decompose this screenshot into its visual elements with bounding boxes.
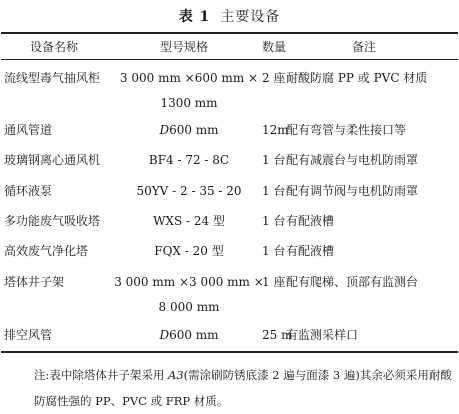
- table-title: 主要设备: [220, 9, 281, 25]
- row-4-model: 50YV - 2 - 35 - 20: [136, 184, 242, 198]
- row-7-name: 塔体井子架: [4, 275, 65, 289]
- row-1-qty: 2 座: [262, 71, 286, 85]
- footnote-a3: A3: [168, 368, 184, 382]
- header-name: 设备名称: [30, 40, 79, 54]
- footnote-part1: 注:表中除塔体井子架采用: [34, 368, 169, 382]
- row-4-name: 循环液泵: [4, 184, 53, 198]
- row-1-note: 耐酸防腐 PP 或 PVC 材质: [286, 71, 428, 85]
- row-3-note: 配有减震台与电机防雨罩: [286, 153, 419, 167]
- row-7-qty: 1 座: [262, 275, 286, 289]
- row-2-model-rest: 600 mm: [169, 123, 219, 137]
- row-5-name: 多功能废气吸收塔: [4, 214, 101, 228]
- row-2-qty: 12m: [262, 123, 289, 137]
- table-footnote: [34, 362, 454, 414]
- row-7-note: 配有爬梯、顶部有监测台: [286, 275, 419, 289]
- row-5-note: 有配液槽: [286, 214, 335, 228]
- header-qty: 数量: [262, 40, 287, 54]
- row-2-model: [116, 122, 262, 138]
- table-caption: [0, 6, 459, 26]
- row-8-note: 有监测采样口: [286, 328, 359, 342]
- footnote-part2: (需涂刷防锈底漆 2 遍与面漆 3 遍)其余必须采用耐酸防腐性强的 PP、PVC 或 FRP 材质。: [34, 368, 452, 408]
- row-6-note: 有配液槽: [286, 244, 335, 258]
- row-6-name: 高效废气净化塔: [4, 244, 89, 258]
- top-rule: [1, 32, 458, 34]
- row-8-model: [116, 327, 262, 343]
- row-2-note: 配有弯管与柔性接口等: [286, 123, 407, 137]
- bottom-rule: [1, 351, 458, 353]
- row-6-model: FQX - 20 型: [154, 244, 224, 258]
- header-note: 备注: [352, 40, 377, 54]
- row-8-model-rest: 600 mm: [169, 328, 219, 342]
- row-2-name: 通风管道: [4, 123, 53, 137]
- row-7-model-line2: 8 000 mm: [158, 300, 220, 314]
- row-2-model-prefix: D: [159, 123, 170, 137]
- header-model: 型号规格: [160, 40, 209, 54]
- row-1-model-line1: 3 000 mm ×600 mm ×: [119, 71, 259, 85]
- row-7-model-line1: 3 000 mm ×3 000 mm ×: [114, 275, 264, 289]
- row-4-qty: 1 台: [262, 184, 286, 198]
- row-8-name: 排空风管: [4, 328, 53, 342]
- row-4-note: 配有调节阀与电机防雨罩: [286, 184, 419, 198]
- row-1-name: 流线型毒气抽风柜: [4, 71, 101, 85]
- row-8-qty: 25 m: [262, 328, 293, 342]
- row-6-qty: 1 台: [262, 244, 286, 258]
- row-1-model-line2: 1300 mm: [160, 96, 218, 110]
- row-5-model: WXS - 24 型: [153, 214, 225, 228]
- row-3-model: BF4 - 72 - 8C: [148, 153, 230, 167]
- row-3-qty: 1 台: [262, 153, 286, 167]
- table-number: 表 1: [178, 9, 211, 25]
- row-3-name: 玻璃钢离心通风机: [4, 153, 101, 167]
- row-8-model-prefix: D: [159, 328, 170, 342]
- header-rule: [1, 59, 458, 60]
- row-5-qty: 1 台: [262, 214, 286, 228]
